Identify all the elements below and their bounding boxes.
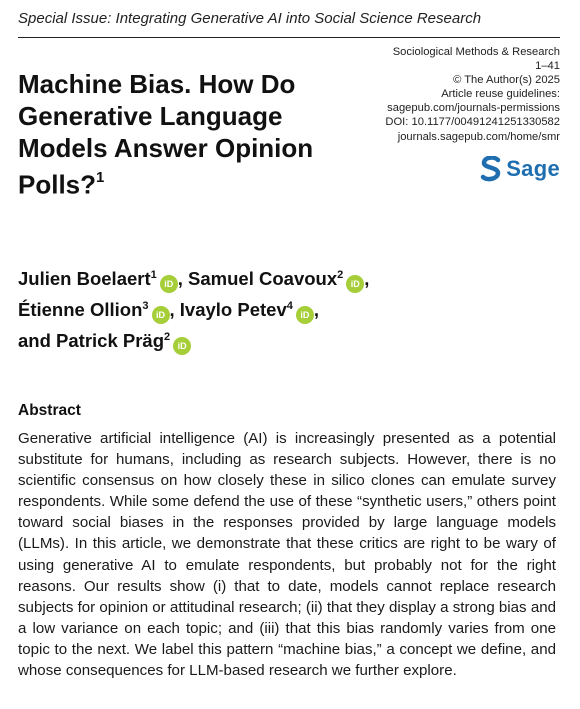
author-name: Ivaylo Petev bbox=[179, 299, 287, 321]
affiliation-marker: 2 bbox=[337, 269, 344, 281]
author-list bbox=[18, 262, 458, 355]
author-separator: , bbox=[364, 268, 370, 290]
affiliation-marker: 1 bbox=[150, 269, 157, 281]
abstract-heading: Abstract bbox=[18, 402, 81, 419]
affiliation-marker: 3 bbox=[142, 300, 149, 313]
orcid-icon[interactable]: iD bbox=[160, 275, 178, 293]
author-separator: , bbox=[177, 268, 183, 290]
orcid-icon[interactable]: iD bbox=[296, 306, 314, 324]
affiliation-marker: 4 bbox=[286, 300, 293, 313]
article-title-text: Machine Bias. How Do Generative Language Models Answer Opinion Polls? bbox=[18, 69, 314, 200]
author bbox=[18, 330, 191, 351]
sage-wordmark: Sage bbox=[506, 156, 560, 181]
orcid-icon[interactable]: iD bbox=[152, 306, 170, 324]
author-name: Étienne Ollion bbox=[18, 299, 143, 321]
author-separator: , bbox=[313, 299, 319, 321]
author-name: and Patrick Präg bbox=[18, 330, 165, 352]
orcid-icon[interactable]: iD bbox=[173, 337, 191, 355]
sage-s-icon bbox=[480, 156, 502, 182]
reuse-link[interactable]: sagepub.com/journals-permissions bbox=[387, 102, 560, 115]
copyright-notice: © The Author(s) 2025 bbox=[453, 74, 560, 87]
author bbox=[188, 268, 369, 289]
orcid-icon[interactable]: iD bbox=[346, 275, 364, 293]
title-footnote-marker[interactable]: 1 bbox=[96, 169, 105, 186]
page-range: 1–41 bbox=[535, 60, 560, 73]
author bbox=[18, 299, 175, 320]
author bbox=[180, 299, 319, 320]
author-name: Julien Boelaert bbox=[18, 268, 151, 290]
sage-logo[interactable] bbox=[480, 156, 560, 182]
journal-metadata bbox=[320, 45, 560, 144]
author-name: Samuel Coavoux bbox=[188, 268, 338, 290]
author-separator: , bbox=[169, 299, 175, 321]
journal-name: Sociological Methods & Research bbox=[392, 46, 560, 58]
article-title bbox=[18, 68, 348, 201]
doi[interactable]: DOI: 10.1177/00491241251330582 bbox=[385, 116, 560, 129]
special-issue-header: Special Issue: Integrating Generative AI into Social Science Research bbox=[18, 10, 482, 27]
header-rule bbox=[18, 37, 560, 38]
affiliation-marker: 2 bbox=[164, 331, 171, 344]
journal-link[interactable]: journals.sagepub.com/home/smr bbox=[397, 130, 560, 143]
abstract-text: Generative artificial intelligence (AI) is increasingly presented as a potential substitute for humans, including as research subjects. However, there is no scientific consensus on how closely these in silico clones can emulate survey respondents. While some defend the use of these “synthetic users,” others point toward social biases in the responses provided by large language models (LLMs). In this article, we demonstrate that these critics are right to be wary of using generative AI to emulate respondents, but probably not for the right reasons. Our results show (i) that to date, models cannot replace research subjects for opinion or attitudinal research; (ii) that they display a strong bias and a low variance on each topic; and (iii) that this bias randomly varies from one topic to the next. We label this pattern “machine bias,” a concept we define, and whose consequences for LLM-based research we further explore. bbox=[18, 430, 556, 680]
reuse-label: Article reuse guidelines: bbox=[441, 88, 560, 101]
author bbox=[18, 268, 183, 289]
